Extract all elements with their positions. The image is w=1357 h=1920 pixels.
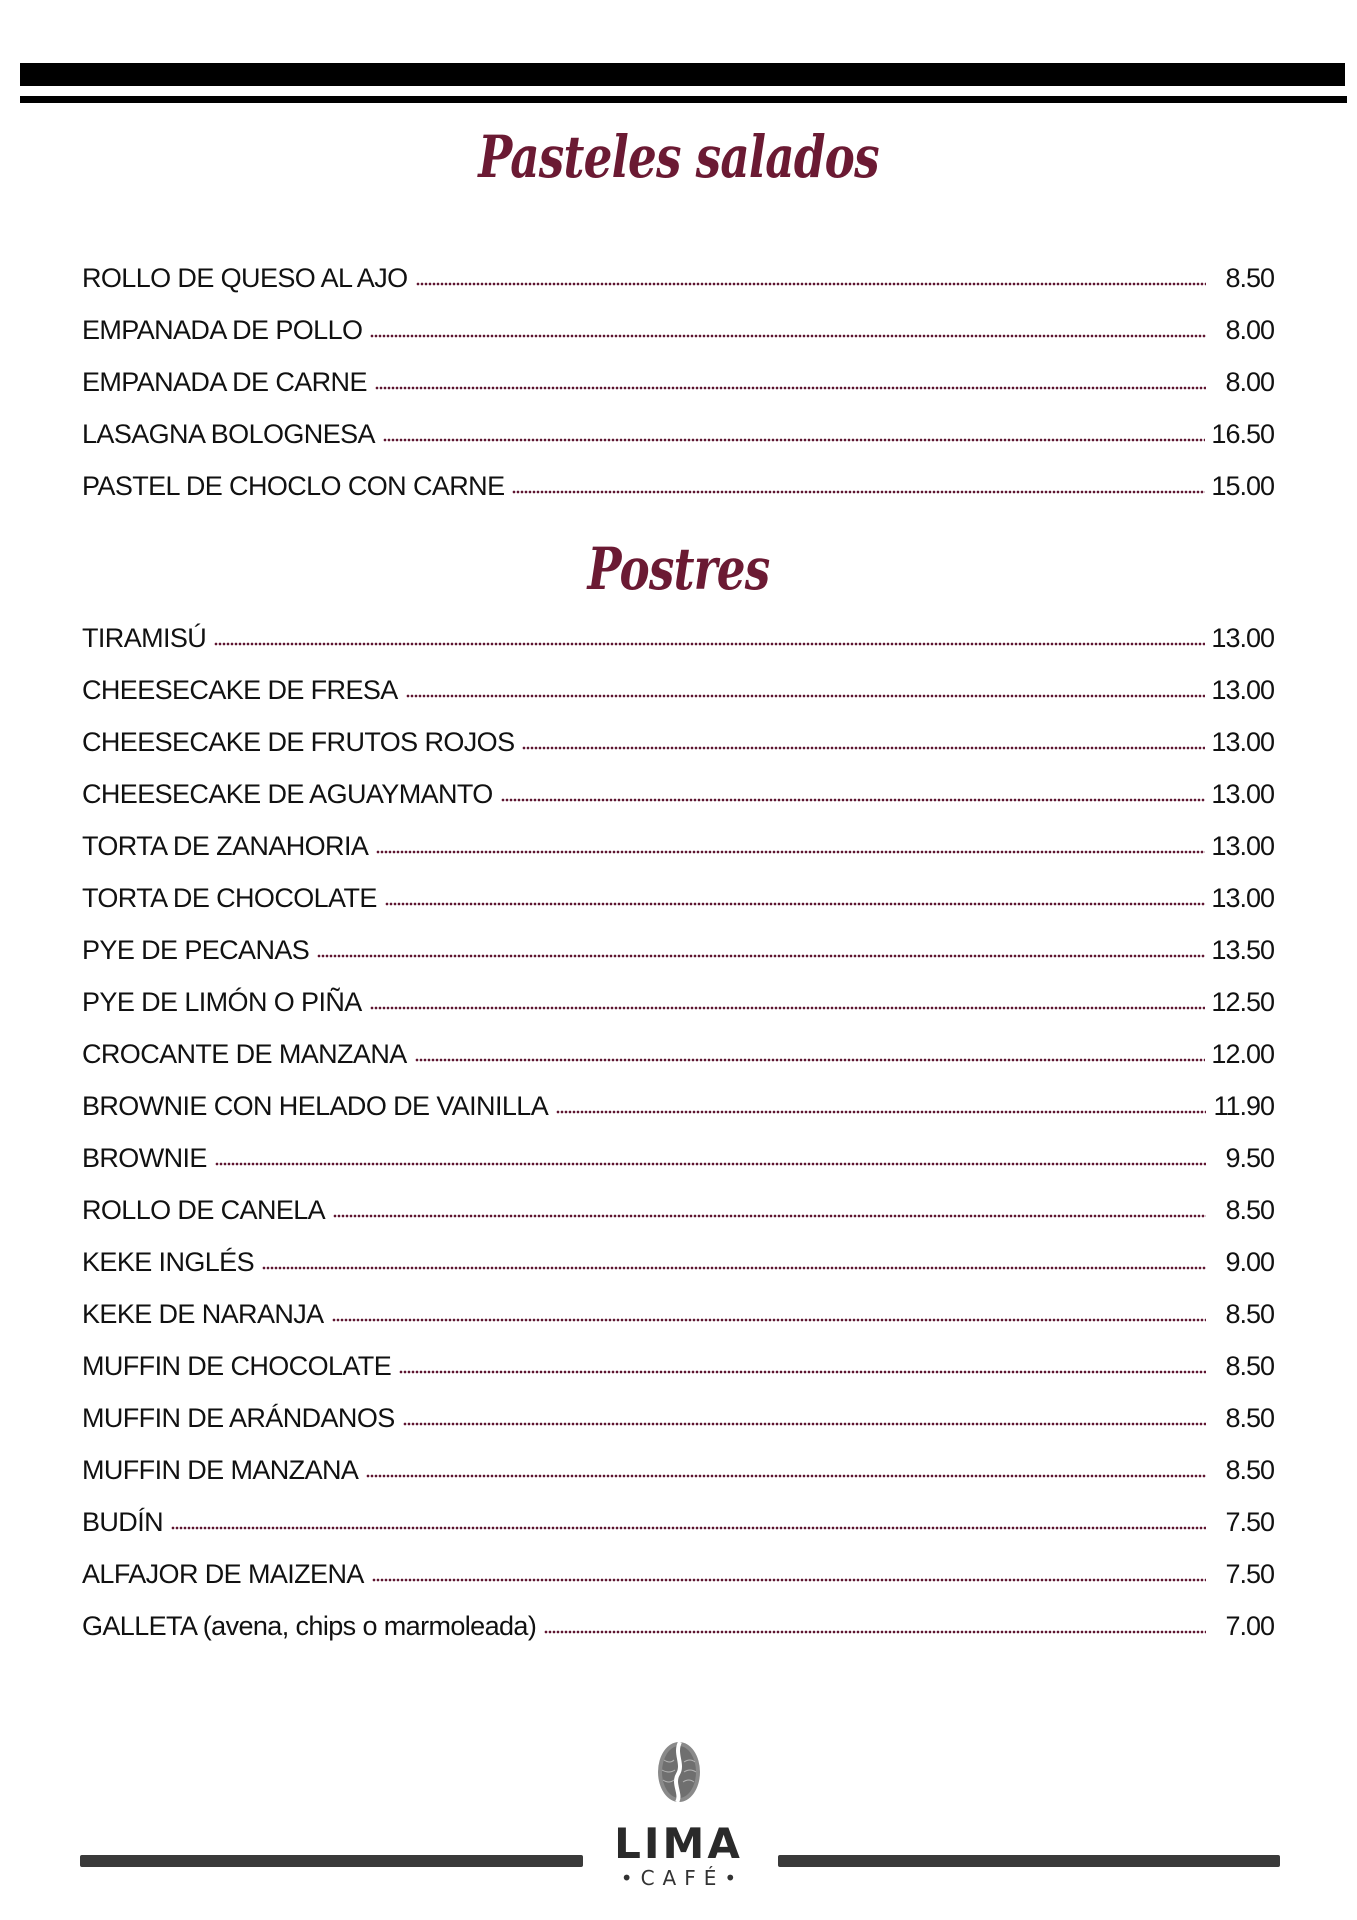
menu-item-name: MUFFIN DE CHOCOLATE: [82, 1351, 392, 1381]
menu-item-price: 12.00: [1211, 1039, 1274, 1069]
menu-item-price: 15.00: [1211, 471, 1274, 501]
menu-item-name: BUDÍN: [82, 1507, 164, 1537]
menu-item-name: ROLLO DE CANELA: [82, 1195, 326, 1225]
dot-leader: [501, 798, 1206, 802]
menu-item: [82, 470, 1274, 522]
menu-item-name: ALFAJOR DE MAIZENA: [82, 1559, 364, 1589]
menu-item: [82, 882, 1274, 934]
dot-leader: [372, 1578, 1206, 1582]
menu-item: [82, 622, 1274, 674]
dot-leader: [512, 490, 1205, 494]
menu-item-name: MUFFIN DE MANZANA: [82, 1455, 359, 1485]
menu-item: [82, 262, 1274, 314]
menu-item: [82, 1090, 1274, 1142]
menu-item-price: 8.50: [1225, 1351, 1274, 1381]
menu-item-price: 16.50: [1211, 419, 1274, 449]
menu-item-name: KEKE DE NARANJA: [82, 1299, 324, 1329]
dot-leader: [317, 954, 1205, 958]
dot-leader: [215, 1162, 1206, 1166]
menu-list-postres: [82, 622, 1274, 1662]
menu-item-price: 9.50: [1225, 1143, 1274, 1173]
menu-item-name: KEKE INGLÉS: [82, 1247, 254, 1277]
menu-item-price: 13.00: [1211, 831, 1274, 861]
dot-leader: [556, 1110, 1206, 1114]
menu-item-price: 13.00: [1211, 675, 1274, 705]
menu-item: [82, 1506, 1274, 1558]
menu-item-name: TORTA DE ZANAHORIA: [82, 831, 369, 861]
menu-item: [82, 1454, 1274, 1506]
menu-item-name: PYE DE LIMÓN O PIÑA: [82, 987, 362, 1017]
menu-item-name: CROCANTE DE MANZANA: [82, 1039, 407, 1069]
menu-item-price: 7.50: [1225, 1507, 1274, 1537]
menu-item-price: 11.90: [1213, 1091, 1274, 1121]
header-rule-thin: [20, 96, 1347, 103]
menu-item-price: 8.50: [1225, 1403, 1274, 1433]
menu-item-name: CHEESECAKE DE FRUTOS ROJOS: [82, 727, 515, 757]
menu-item: [82, 418, 1274, 470]
menu-item-name: PYE DE PECANAS: [82, 935, 310, 965]
dot-leader: [333, 1214, 1206, 1218]
dot-leader: [544, 1630, 1206, 1634]
menu-item-price: 9.00: [1225, 1247, 1274, 1277]
menu-list-pasteles-salados: [82, 262, 1274, 522]
menu-item-price: 8.00: [1225, 367, 1274, 397]
menu-item-name: ROLLO DE QUESO AL AJO: [82, 263, 408, 293]
footer-rule-right: [778, 1855, 1280, 1867]
brand-subname: •CAFÉ•: [620, 1866, 745, 1890]
menu-item: [82, 1350, 1274, 1402]
menu-item-price: 8.50: [1225, 263, 1274, 293]
menu-item-price: 7.00: [1225, 1611, 1274, 1641]
menu-item-name: EMPANADA DE POLLO: [82, 315, 363, 345]
menu-item-price: 12.50: [1211, 987, 1274, 1017]
dot-leader: [522, 746, 1205, 750]
dot-leader: [332, 1318, 1206, 1322]
menu-item: [82, 934, 1274, 986]
brand-logo: [600, 1740, 757, 1890]
menu-item-price: 13.00: [1211, 779, 1274, 809]
menu-item-name: CHEESECAKE DE AGUAYMANTO: [82, 779, 493, 809]
dot-leader: [262, 1266, 1206, 1270]
menu-item-name: TIRAMISÚ: [82, 623, 207, 653]
menu-item-price: 13.00: [1211, 727, 1274, 757]
brand-name: LIMA: [614, 1819, 743, 1868]
menu-item: [82, 1298, 1274, 1350]
menu-item-price: 13.50: [1211, 935, 1274, 965]
menu-item: [82, 1194, 1274, 1246]
menu-item: [82, 1402, 1274, 1454]
dot-leader: [415, 1058, 1206, 1062]
menu-item-price: 8.00: [1225, 315, 1274, 345]
menu-item: [82, 1038, 1274, 1090]
menu-item-name: TORTA DE CHOCOLATE: [82, 883, 377, 913]
menu-item-name: EMPANADA DE CARNE: [82, 367, 367, 397]
dot-leader: [171, 1526, 1206, 1530]
menu-item-name: BROWNIE CON HELADO DE VAINILLA: [82, 1091, 549, 1121]
dot-leader: [370, 334, 1206, 338]
menu-item-price: 7.50: [1225, 1559, 1274, 1589]
menu-item: [82, 674, 1274, 726]
menu-item-name: MUFFIN DE ARÁNDANOS: [82, 1403, 395, 1433]
menu-item-name: BROWNIE: [82, 1143, 207, 1173]
coffee-bean-icon: [656, 1740, 702, 1804]
menu-item: [82, 1610, 1274, 1662]
dot-leader: [375, 386, 1206, 390]
menu-item-price: 8.50: [1225, 1299, 1274, 1329]
dot-leader: [366, 1474, 1206, 1478]
menu-item: [82, 1558, 1274, 1610]
menu-item: [82, 366, 1274, 418]
menu-item-price: 8.50: [1225, 1455, 1274, 1485]
menu-item-price: 13.00: [1211, 623, 1274, 653]
menu-item: [82, 1246, 1274, 1298]
menu-item-name: CHEESECAKE DE FRESA: [82, 675, 398, 705]
dot-leader: [370, 1006, 1206, 1010]
menu-item: [82, 986, 1274, 1038]
footer-rule-left: [80, 1855, 583, 1867]
dot-leader: [406, 694, 1206, 698]
menu-item-name: LASAGNA BOLOGNESA: [82, 419, 375, 449]
menu-item-name: GALLETA (avena, chips o marmoleada): [82, 1611, 537, 1641]
menu-item-price: 13.00: [1211, 883, 1274, 913]
dot-leader: [403, 1422, 1206, 1426]
dot-leader: [214, 642, 1205, 646]
header-rule-thick: [20, 63, 1345, 86]
dot-leader: [416, 282, 1206, 286]
dot-leader: [385, 902, 1206, 906]
menu-item: [82, 314, 1274, 366]
menu-item: [82, 778, 1274, 830]
menu-item: [82, 1142, 1274, 1194]
menu-item-name: PASTEL DE CHOCLO CON CARNE: [82, 471, 505, 501]
dot-leader: [399, 1370, 1206, 1374]
section-title-postres: Postres: [587, 535, 770, 603]
menu-item: [82, 830, 1274, 882]
dot-leader: [383, 438, 1206, 442]
menu-item-price: 8.50: [1225, 1195, 1274, 1225]
section-title-pasteles-salados: Pasteles salados: [478, 123, 879, 191]
dot-leader: [376, 850, 1205, 854]
menu-item: [82, 726, 1274, 778]
